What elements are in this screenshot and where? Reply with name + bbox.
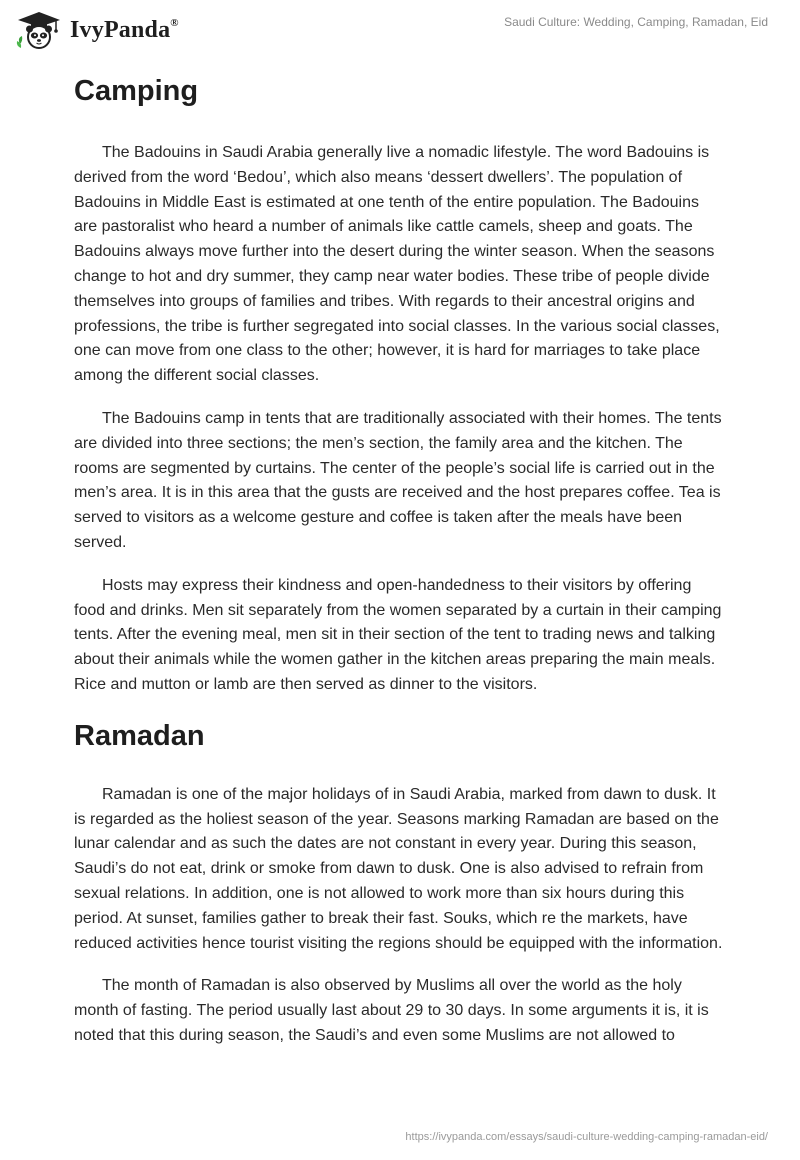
paragraph: Hosts may express their kindness and open-handedness to their visitors by offering food and drinks. Men sit separately from the women separated by a curtain in their camping tents. After the evening meal, men sit in their section of the tent to trading news and talking about their animals while the women gather in the kitchen areas preparing the main meals. Rice and mutton or lamb are then served as dinner to the visitors. <box>74 576 722 693</box>
ivypanda-logo[interactable] <box>14 10 179 50</box>
paragraph: The Badouins camp in tents that are traditionally associated with their homes. The tents are divided into three sections; the men’s section, the family area and the kitchen. The rooms are segmented by curtains. The center of the people’s social life is carried out in the men’s area. It is in this area that the gusts are received and the host prepares coffee. Tea is served to visitors as a welcome gesture and coffee is taken after the meals have been served. <box>74 409 722 551</box>
paragraph: Ramadan is one of the major holidays of in Saudi Arabia, marked from dawn to dusk. It is regarded as the holiest season of the year. Seasons marking Ramadan are based on the lunar calendar and as such the dates are not constant in every year. During this season, Saudi’s do not eat, drink or smoke from dawn to dusk. One is also advised to refrain from sexual relations. In addition, one is not allowed to work more than six hours during this period. At sunset, families gather to break their fast. Souks, which re the markets, have reduced activities hence tourist visiting the regions should be equipped with the information. <box>74 785 723 952</box>
paragraph: The month of Ramadan is also observed by Muslims all over the world as the holy month of fasting. The period usually last about 29 to 30 days. In some arguments it is, it is noted that this during season, the Saudi’s and even some Muslims are not allowed to <box>74 977 709 1044</box>
logo-wordmark: IvyPanda® <box>70 16 179 43</box>
article-content <box>74 70 726 1049</box>
panda-graduate-icon <box>14 10 64 50</box>
document-title: Saudi Culture: Wedding, Camping, Ramadan, Eid <box>504 15 768 29</box>
source-url-link[interactable]: https://ivypanda.com/essays/saudi-culture-wedding-camping-ramadan-eid/ <box>405 1131 768 1143</box>
section-heading-ramadan: Ramadan <box>74 719 205 752</box>
page-header <box>0 0 800 60</box>
paragraph: The Badouins in Saudi Arabia generally live a nomadic lifestyle. The word Badouins is derived from the word ‘Bedou’, which also means ‘dessert dwellers’. The population of Badouins in Middle East is estimated at one tenth of the entire population. The Badouins are pastoralist who heard a number of animals like cattle camels, sheep and goats. The Badouins always move further into the desert during the winter season. When the seasons change to hot and dry summer, they camp near water bodies. These tribe of people divide themselves into groups of families and tribes. With regards to their ancestral origins and professions, the tribe is further segregated into social classes. In the various social classes, one can move from one class to the other; however, it is hard for marriages to take place among the different social classes. <box>74 144 720 385</box>
section-heading-camping: Camping <box>74 75 199 107</box>
